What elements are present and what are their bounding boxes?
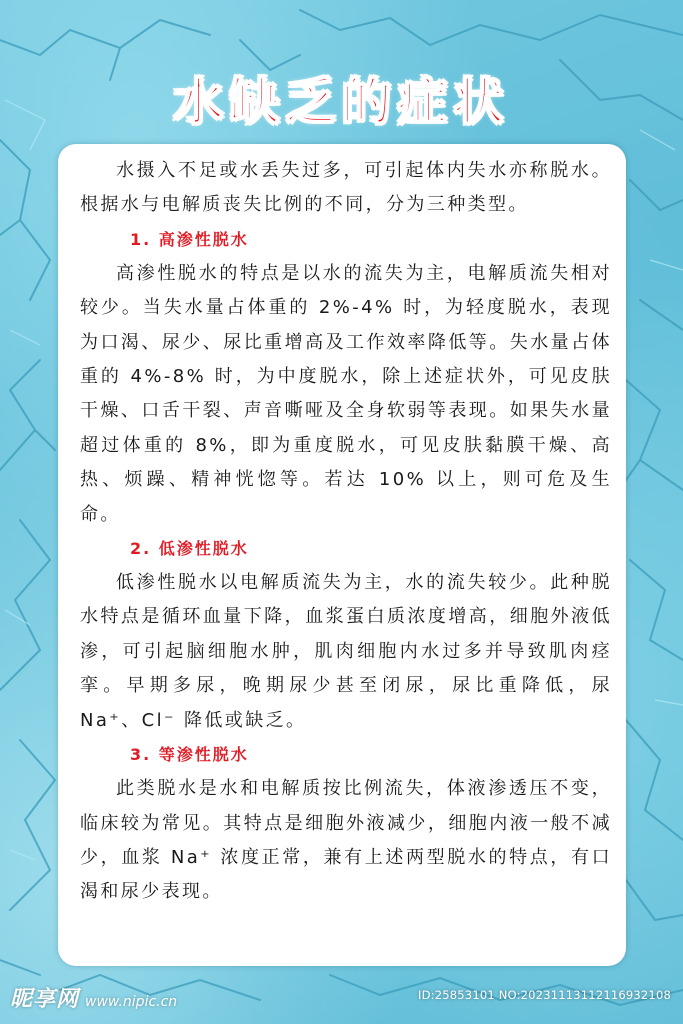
page-title: 水缺乏的症状 — [173, 73, 510, 131]
section-heading-isotonic: 3. 等渗性脱水 — [130, 745, 249, 765]
section-body-hypertonic: 高渗性脱水的特点是以水的流失为主，电解质流失相对较少。当失水量占体重的 2%-4% 时，为轻度脱水，表现为口渴、尿少、尿比重增高及工作效率降低等。失水量占体重的 4%-8% 时，为中度脱水，除上述症状外，可见皮肤干燥、口舌干裂、声音嘶哑及全身软弱等表现。如果失水量超过体重的 8%，即为重度脱水，可见皮肤黏膜干燥、高热、烦躁、精神恍惚等。若达 10% 以上，则可危及生命。 — [80, 262, 612, 525]
section-body-isotonic: 此类脱水是水和电解质按比例流失，体液渗透压不变，临床较为常见。其特点是细胞外液减少，细胞内液一般不减少，血浆 Na⁺ 浓度正常，兼有上述两型脱水的特点，有口渴和尿少表现。 — [80, 778, 612, 903]
section-body-hypotonic: 低渗性脱水以电解质流失为主，水的流失较少。此种脱水特点是循环血量下降，血浆蛋白质浓度增高，细胞外液低渗，可引起脑细胞水肿，肌肉细胞内水过多并导致肌肉痉挛。早期多尿，晚期尿少甚至闭尿，尿比重降低，尿 Na⁺、Cl⁻ 降低或缺乏。 — [80, 572, 612, 731]
article-body — [80, 154, 612, 910]
section-heading-hypertonic: 1. 高渗性脱水 — [130, 229, 249, 249]
watermark-logo — [10, 982, 177, 1013]
watermark-id: ID:25853101 NO:20231113112116932108 — [418, 988, 671, 1002]
watermark-logo-text: 昵享网 — [10, 987, 80, 1012]
section-heading-hypotonic: 2. 低渗性脱水 — [130, 539, 249, 559]
intro-paragraph: 水摄入不足或水丢失过多，可引起体内失水亦称脱水。根据水与电解质丧失比例的不同，分为三种类型。 — [80, 160, 612, 216]
watermark-url: www.nipic.cn — [85, 994, 178, 1010]
